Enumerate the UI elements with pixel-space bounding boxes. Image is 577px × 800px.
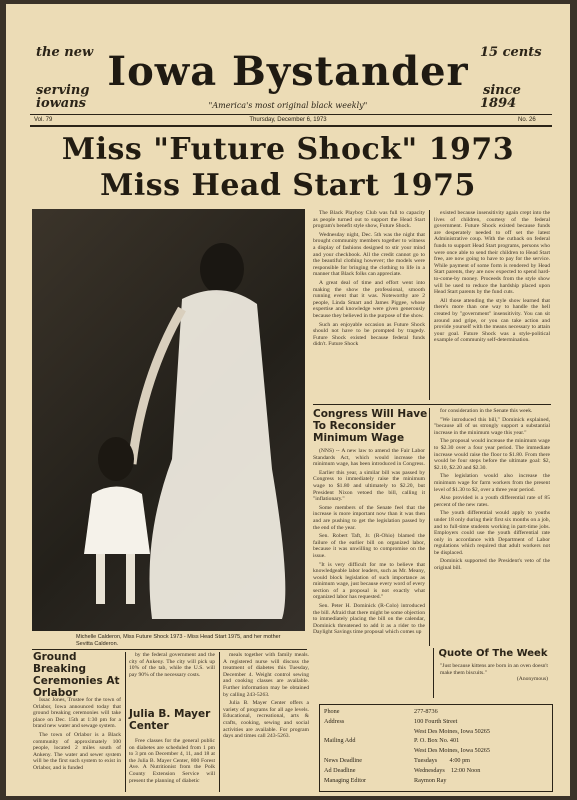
story-ground-col-2 xyxy=(129,652,215,697)
column-divider xyxy=(125,652,126,792)
section-rule xyxy=(313,404,551,405)
story-wage-col-1 xyxy=(313,448,425,648)
paragraph: Free classes for the general public on diabetes are scheduled from 1 pm to 3 pm on December 4, 11, and 18 at the Julia B. Mayer Center, 800 Forest Ave. A Nutritionist from the Polk County Extension Service will present the planning of diabetic xyxy=(129,738,215,784)
column-divider xyxy=(429,210,430,400)
contact-info-row xyxy=(324,757,548,767)
quote-text: "Just because kittens are born in an oven doesn't make them biscuits." xyxy=(440,663,548,676)
contact-info-list xyxy=(320,705,552,789)
column-divider xyxy=(219,652,220,792)
paragraph: (NNS) -- A new law to amend the Fair Labor Standards Act, which would increase the minimum wage, has been introduced in Congress. xyxy=(313,448,425,468)
paragraph: A great deal of time and effort went into making the show the professional, smooth running event that it was. Noteworthy are 2 people, Linda Smart and James Piggee, whose expertise and knowledge were given generously because they believed in the purpose of the show. xyxy=(313,279,425,319)
photo-caption: Michelle Calderon, Miss Future Shock 1973 - Miss Head Start 1975, and her mother Sevitta Calderon. xyxy=(76,634,281,647)
masthead-since: since xyxy=(483,83,521,98)
dateline-date: Thursday, December 6, 1973 xyxy=(249,117,327,123)
paragraph: All those attending the style show learned that there's more than one way to handle the hell created by "government" insensitivity. You can sit around and gripe, or you can take action and provide yourself with the means necessary to attain your goal. Future Shock was a style-political example of community self-determination. xyxy=(434,297,550,344)
contact-info-label: Phone xyxy=(324,708,340,715)
newspaper-page xyxy=(6,4,570,796)
quote-author: (Anonymous) xyxy=(516,676,548,683)
contact-info-row xyxy=(324,747,548,757)
masthead-serving: serving xyxy=(36,83,90,98)
contact-info-label xyxy=(324,747,414,757)
masthead-year: 1894 xyxy=(480,96,517,111)
section-rule xyxy=(32,649,307,650)
paragraph: Dominick supported the President's veto of the original bill. xyxy=(434,558,550,572)
paragraph: existed because insensitivity again crept into the lives of children, courtesy of the federal government. Future Shock existed because funds are desperately needed to off set the latest Administrative coup. With the cutback on federal funds to support Head Start programs, persons who were once able to send their children to Head Start free, are now going to have to pay for the service. While payment of some form is rendered by Head Start parents, they are now expected to spend hard-to-come-by money. Proceeds from the style show will be used to reduce the hardship placed upon Head Start parents by the fund cuts. xyxy=(434,210,550,296)
masthead-rule-top xyxy=(30,114,552,115)
masthead-slogan: "America's most original black weekly" xyxy=(208,101,368,110)
contact-info-value: 100 Fourth Street xyxy=(414,717,458,725)
masthead-the-new: the new xyxy=(36,45,94,60)
contact-info-row xyxy=(324,767,548,777)
story-wage-title: Congress Will Have To Reconsider Minimum Wage xyxy=(313,408,428,444)
paragraph: "It is very difficult for me to believe that knowledgeable labor leaders, such as Mr. Meany, would block legislation of such importance as minimum wage, just because every word of every section of a proposal is not exactly what organized labor has requested." xyxy=(313,561,425,601)
photo-future-shock xyxy=(32,209,305,631)
headline-line-1: Miss "Future Shock" 1973 xyxy=(61,132,515,167)
contact-info-label: Managing Editor xyxy=(324,776,367,784)
paragraph: by the federal government and the city of Ankeny. The city will pick up 10% of the tab, while the U.S. will pay 90% of the necessary costs. xyxy=(129,652,215,678)
story-ground-title: Ground Breaking Ceremonies At Orlabor xyxy=(33,651,120,699)
contact-info-value: Wednesdays 12:00 Noon xyxy=(414,766,481,774)
story-mayer-col-1 xyxy=(129,738,215,793)
story-future-shock-col-2 xyxy=(434,210,550,403)
dateline-volume: Vol. 79 xyxy=(34,117,53,123)
contact-info-label: Address xyxy=(324,717,345,725)
contact-info-value: P. O. Box No. 401 xyxy=(414,737,460,745)
dateline-number: No. 26 xyxy=(518,117,536,123)
paragraph: The legislation would also increase the minimum wage for farm workers from the present level of $1.30 to $2, over a three year period. xyxy=(434,473,550,493)
contact-info-value: Raymon Ray xyxy=(414,776,447,784)
contact-info-value: West Des Moines, Iowa 50265 xyxy=(414,747,490,755)
paragraph: Issac Jones, Trustee for the town of Orlabor, Iowa announced today that ground breaking ceremonies will take place on Dec. 15th at 1:30 pm for a brand new water and sewage system. xyxy=(33,697,121,730)
story-wage-col-2 xyxy=(434,408,550,646)
quote-box xyxy=(433,648,552,698)
photo-figures-illustration xyxy=(32,209,305,631)
contact-info-label: Mailing Add xyxy=(324,737,356,745)
headline-line-2: Miss Head Start 1975 xyxy=(100,168,476,203)
story-mayer-col-2 xyxy=(223,652,309,793)
paragraph: Wednesday night, Dec. 5th was the night that brought community members together to witness a display of fashions designed to stir your mind and your checkbook. All the credit cannot go to the beautiful clothing however; the models were responsible for bringing the clothing to life in a manner that Black folks can appreciate. xyxy=(313,231,425,278)
quote-title: Quote Of The Week xyxy=(438,648,548,659)
contact-info-row xyxy=(324,728,548,738)
paragraph: Such an enjoyable occasion as Future Shock should not have to be prompted by tragedy. Future Shock existed because federal funds didn't. Future Shock xyxy=(313,321,425,348)
paragraph: Also provided is a youth differential rate of 85 percent of the new rates. xyxy=(434,495,550,508)
masthead-rule-bottom xyxy=(30,125,552,127)
contact-info-value: West Des Moines, Iowa 50265 xyxy=(414,727,490,735)
paragraph: "We introduced this bill," Dominick explained, "because all of us strongly support a substantial increase in the minimum wage this year." xyxy=(434,416,550,436)
contact-info-row xyxy=(324,708,548,718)
paragraph: The youth differential would apply to youths under 18 only during their first six months on a job, and to full-time students working in part-time jobs. Employers could use the youth differential rate only in accordance with Department of Labor regulations which required that adult workers not be displaced. xyxy=(434,510,550,556)
contact-info-label: News Deadline xyxy=(324,756,362,764)
contact-info-label: Ad Deadline xyxy=(324,766,356,774)
contact-info-box xyxy=(319,704,553,792)
column-divider xyxy=(429,408,430,646)
story-ground-col-1 xyxy=(33,697,121,793)
paragraph: Some members of the Senate feel that the increase is more important now than it was then and are pushing to get the legislation passed by the end of the year. xyxy=(313,504,425,531)
paragraph: meals together with family meals. A registered nurse will discuss the treatment of diabetes this Tuesday, December 4. Weight control sewing and cooking classes are available. Further information may be obtained by calling 243-5263. xyxy=(223,652,309,698)
contact-info-row xyxy=(324,777,548,787)
contact-info-value: Tuesdays 4:00 pm xyxy=(414,756,470,764)
paragraph: The Black Playboy Club was full to capacity as people turned out to support the Head Start program's benefit style show, Future Shock. xyxy=(313,210,425,230)
paragraph: Sen. Robert Taft, Jr. (R-Ohio) blamed the failure of the earlier bill on organized labor, because it was unwilling to compromise on the issue. xyxy=(313,533,425,559)
story-mayer-title: Julia B. Mayer Center xyxy=(129,708,211,732)
contact-info-row xyxy=(324,718,548,728)
paragraph: The proposal would increase the minimum wage to $2.30 over a four year period. The immediate increase would raise the floor to $1.80. From there would be four steps before the ultimate goal: $2, $2.10, $2.20 and $2.30. xyxy=(434,438,550,471)
contact-info-row xyxy=(324,737,548,747)
story-future-shock-col-1 xyxy=(313,210,425,403)
contact-info-value: 277-8736 xyxy=(414,708,438,715)
paragraph: Sen. Peter H. Dominick (R-Colo) introduced the bill. Afraid that there might be some objection to immediately placing the bill on the calendar, Dominick threatened to add it as a rider to the Daylight Savings time proposal which comes up xyxy=(313,603,425,636)
paragraph: Earlier this year, a similar bill was passed by Congress to immediately raise the minimum wage to $1.80 and ultimately to $2.20, but President Nixon vetoed the bill, calling it "inflationary." xyxy=(313,469,425,503)
masthead-price: 15 cents xyxy=(480,45,542,60)
masthead-iowans: iowans xyxy=(36,96,86,111)
masthead-title: Iowa Bystander xyxy=(107,48,469,95)
paragraph: for consideration in the Senate this week. xyxy=(440,408,533,414)
paragraph: Julia B. Mayer Center offers a variety of programs for all age levels. Educational, recreational, arts & crafts, cooking, sewing and social activities are available. For program days and times call 243-5263. xyxy=(223,700,309,740)
paragraph: The town of Orlabor is a Black community of approximately 100 people, located 2 miles south of Ankeny. The water and sewer system will be the first such system to exist in Orlabor, and is funded xyxy=(33,731,121,771)
contact-info-label xyxy=(324,728,414,738)
